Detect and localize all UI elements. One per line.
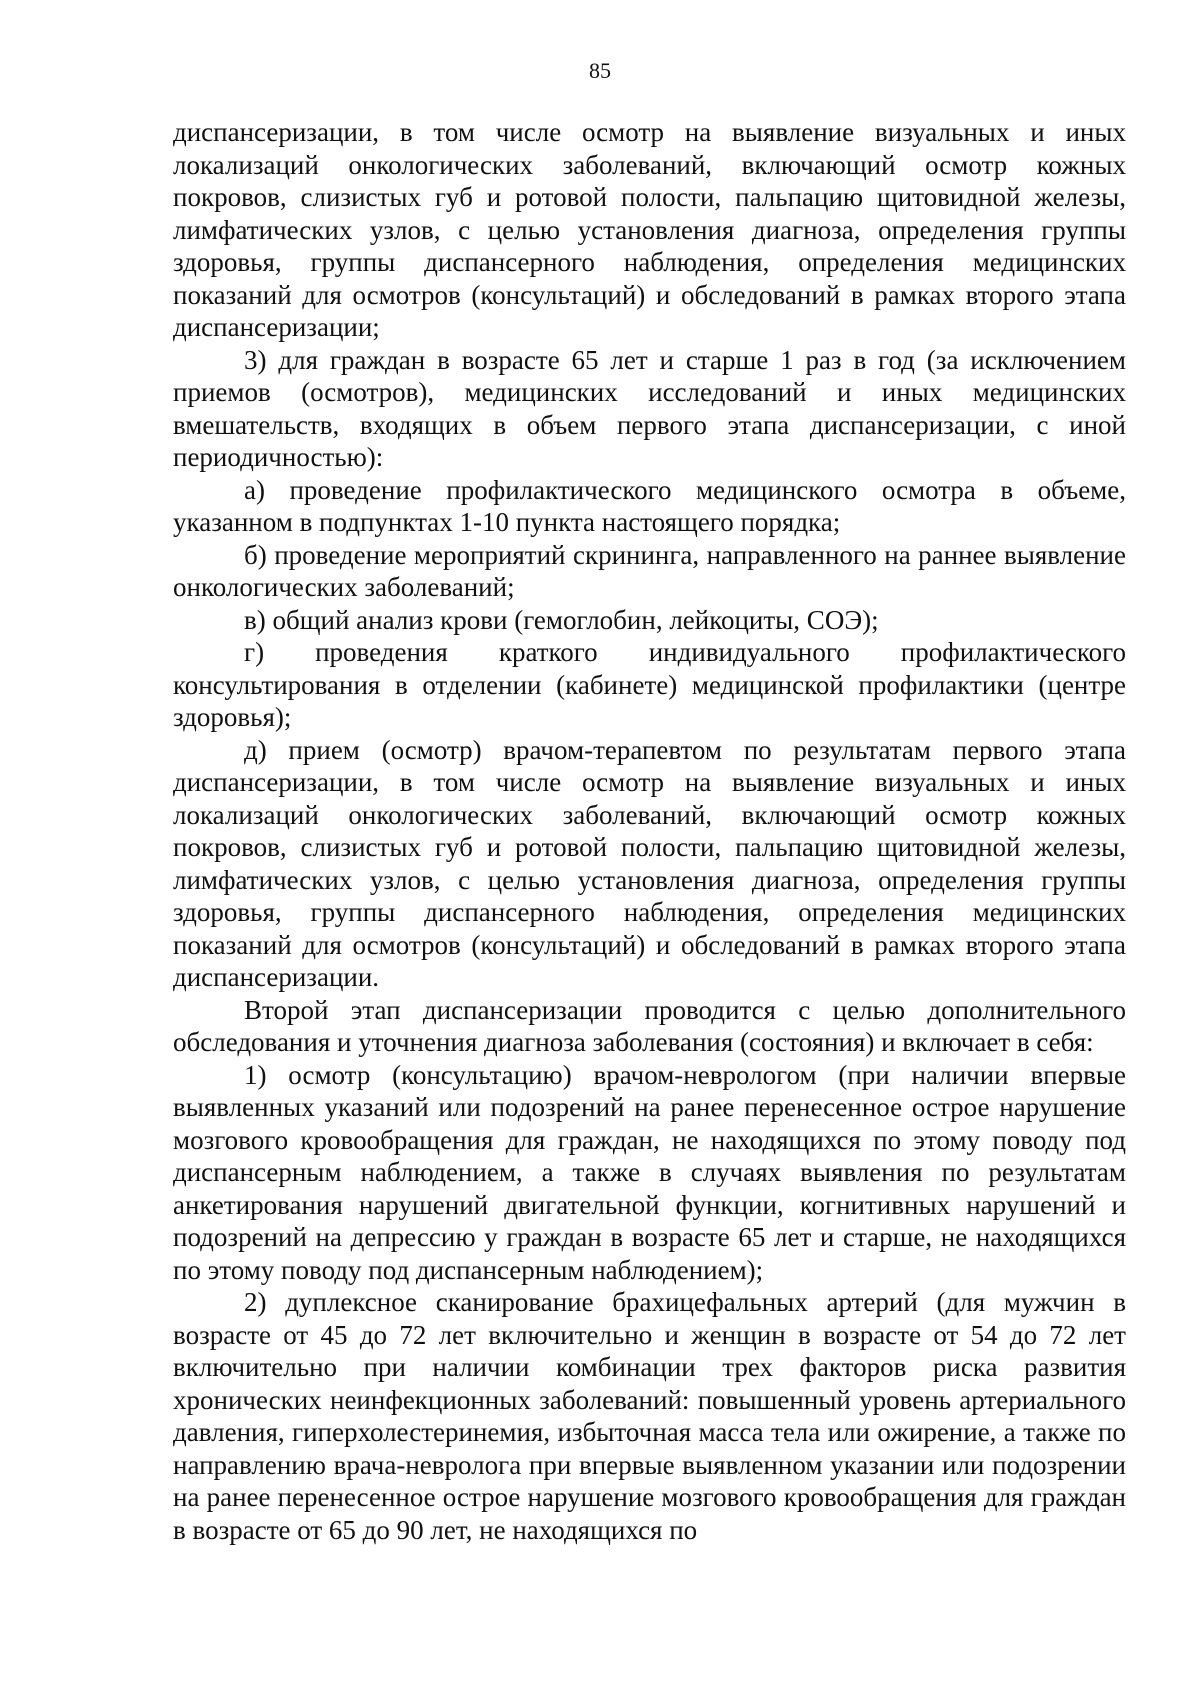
paragraph: Второй этап диспансеризации проводится с целью дополнительного обследования и уточнения диагноза заболевания (состояния) и включает в себя: bbox=[173, 994, 1126, 1057]
paragraph: 2) дуплексное сканирование брахицефальных артерий (для мужчин в возрасте от 45 до 72 лет включительно и женщин в возрасте от 54 до 72 лет включительно при наличии комбинации трех факторов риска развития хронических неинфекционных заболеваний: повышенный уровень артериального давления, гиперхолестеринемия, избыточная масса тела или ожирение, а также по направлению врача-невролога при впервые выявленном указании или подозрении на ранее перенесенное острое нарушение мозгового кровообращения для граждан в возрасте от 65 до 90 лет, не находящихся по bbox=[173, 1287, 1126, 1545]
paragraph: в) общий анализ крови (гемоглобин, лейкоциты, СОЭ); bbox=[244, 604, 879, 635]
paragraph: 1) осмотр (консультацию) врачом-неврологом (при наличии впервые выявленных указаний или подозрений на ранее перенесенное острое нарушение мозгового кровообращения для граждан, не находящихся по этому поводу под диспансерным наблюдением, а также в случаях выявления по результатам анкетирования нарушений двигательной функции, когнитивных нарушений и подозрений на депрессию у граждан в возрасте 65 лет и старше, не находящихся по этому поводу под диспансерным наблюдением); bbox=[173, 1059, 1126, 1285]
paragraph: б) проведение мероприятий скрининга, направленного на раннее выявление онкологических заболеваний; bbox=[173, 539, 1126, 602]
page-number: 85 bbox=[589, 58, 611, 83]
document-body bbox=[173, 116, 1126, 1546]
paragraph: г) проведения краткого индивидуального профилактического консультирования в отделении (кабинете) медицинской профилактики (центре здоровья); bbox=[173, 637, 1126, 732]
paragraph: а) проведение профилактического медицинского осмотра в объеме, указанном в подпунктах 1-10 пункта настоящего порядка; bbox=[173, 474, 1126, 537]
paragraph: 3) для граждан в возрасте 65 лет и старше 1 раз в год (за исключением приемов (осмотров), медицинских исследований и иных медицинских вмешательств, входящих в объем первого этапа диспансеризации, с иной периодичностью): bbox=[173, 344, 1126, 472]
paragraph: диспансеризации, в том числе осмотр на выявление визуальных и иных локализаций онкологических заболеваний, включающий осмотр кожных покровов, слизистых губ и ротовой полости, пальпацию щитовидной железы, лимфатических узлов, с целью установления диагноза, определения группы здоровья, группы диспансерного наблюдения, определения медицинских показаний для осмотров (консультаций) и обследований в рамках второго этапа диспансеризации; bbox=[173, 117, 1126, 342]
paragraph: д) прием (осмотр) врачом-терапевтом по результатам первого этапа диспансеризации, в том числе осмотр на выявление визуальных и иных локализаций онкологических заболеваний, включающий осмотр кожных покровов, слизистых губ и ротовой полости, пальпацию щитовидной железы, лимфатических узлов, с целью установления диагноза, определения группы здоровья, группы диспансерного наблюдения, определения медицинских показаний для осмотров (консультаций) и обследований в рамках второго этапа диспансеризации. bbox=[173, 734, 1126, 992]
